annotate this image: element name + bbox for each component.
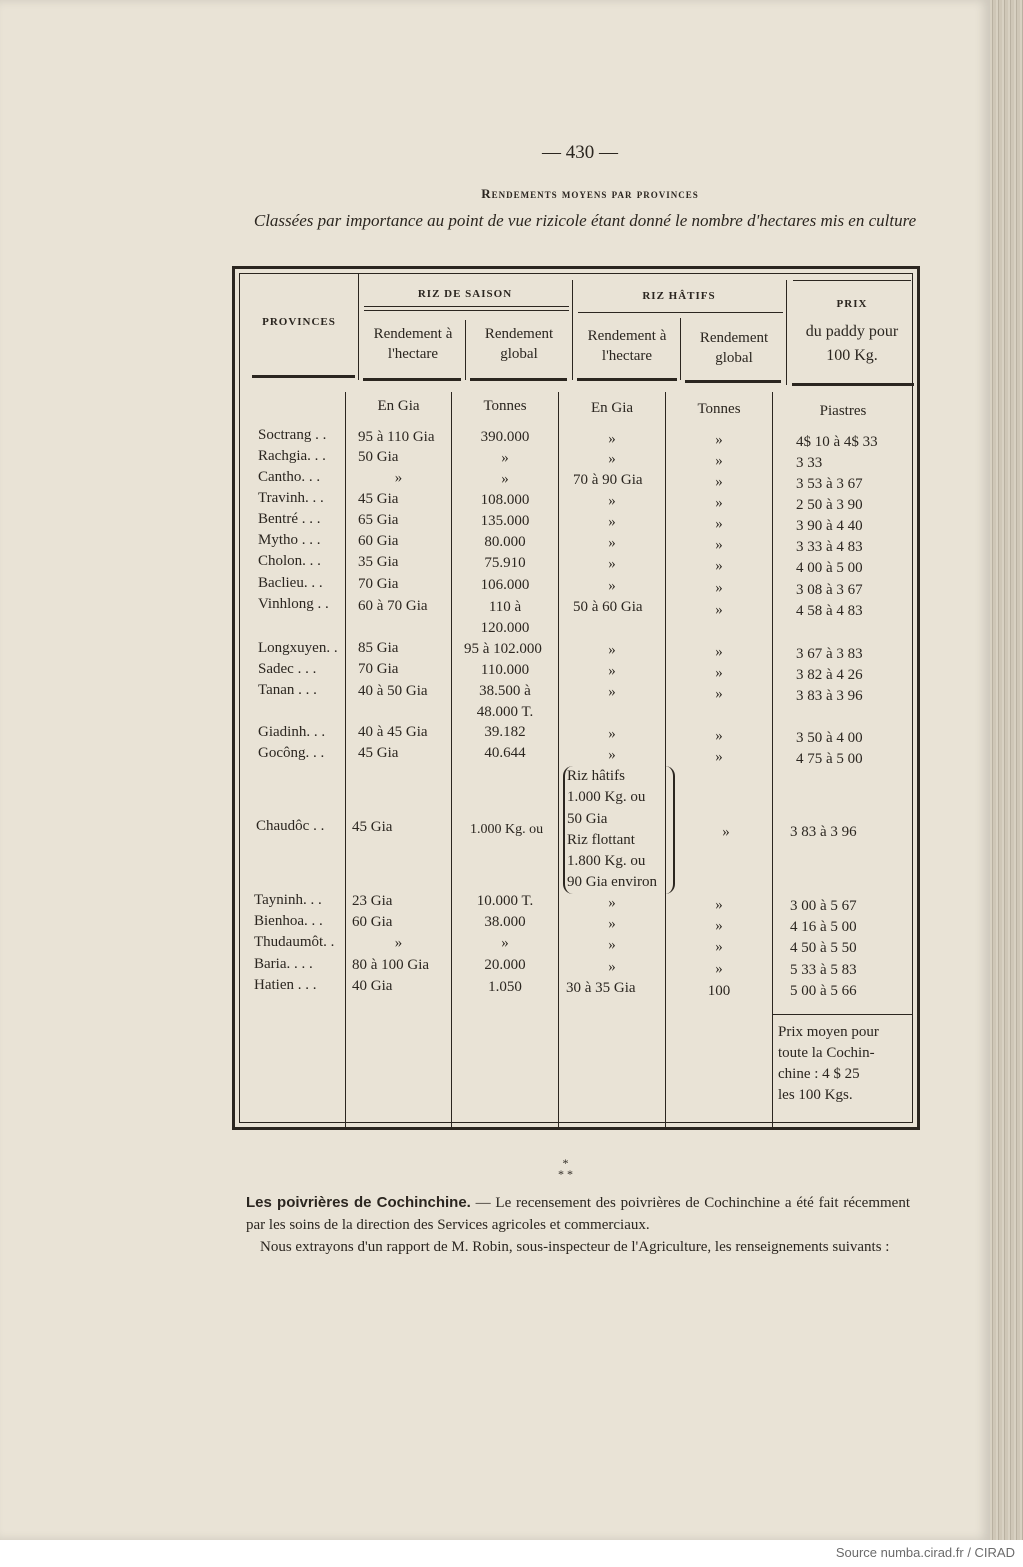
unit-gia: En Gia xyxy=(377,398,420,414)
paragraph-text: — Le recensement des poivrières de Cochinchine a été fait récemment par les soins de la direction des Services agricoles et commerciaux. xyxy=(246,1195,911,1233)
rendement-global-saison: 110.000 xyxy=(480,662,530,678)
rendement-hectare-saison: 60 à 70 Gia xyxy=(358,598,428,614)
prix-paddy: 4 00 à 5 00 xyxy=(796,560,863,576)
prix-paddy: 3 50 à 4 00 xyxy=(796,730,863,746)
rendement-global-saison: » xyxy=(501,471,509,487)
section-lead: Les poivrières de Cochinchine. xyxy=(246,1194,471,1211)
prix-paddy: 3 83 à 3 96 xyxy=(796,688,863,704)
province-name: Sadec . . . xyxy=(258,661,317,677)
prix-paddy: 3 53 à 3 67 xyxy=(796,476,863,492)
rendement-hectare-saison: 65 Gia xyxy=(358,512,399,528)
rendement-hectare-saison: 40 Gia xyxy=(352,978,393,994)
rendement-global-hatifs: » xyxy=(715,516,723,532)
prix-paddy: 4 75 à 5 00 xyxy=(796,751,863,767)
rendement-global-saison: 1.000 Kg. ou xyxy=(470,822,544,837)
rendement-global-saison: 135.000 xyxy=(480,513,530,529)
header-rule xyxy=(252,375,355,378)
rendement-hectare-hatifs: » xyxy=(608,726,616,742)
rendement-global-saison: 110 à xyxy=(488,599,522,615)
prix-paddy: 4 58 à 4 83 xyxy=(796,603,863,619)
province-name: Bentré . . . xyxy=(258,511,321,527)
prix-moyen-line: chine : 4 $ 25 xyxy=(778,1066,860,1082)
rendement-hectare-hatifs: 50 à 60 Gia xyxy=(573,599,643,615)
header-divider xyxy=(572,280,573,380)
page-number: — 430 — xyxy=(542,142,618,163)
rendement-hectare-hatifs: » xyxy=(608,451,616,467)
rendement-hectare-hatifs: » xyxy=(608,895,616,911)
rendement-global-saison-cont: 120.000 xyxy=(480,620,530,636)
rendement-hectare-saison: 70 Gia xyxy=(358,661,399,677)
rendement-global-hatifs: » xyxy=(715,474,723,490)
chaudoc-hatifs-detail xyxy=(567,766,657,894)
rendement-hectare-saison: 35 Gia xyxy=(358,554,399,570)
table-subtitle: Classées par importance au point de vue rizicole étant donné le nombre d'hectares mis en culture xyxy=(253,211,917,230)
table-title: Rendements moyens par provinces xyxy=(481,186,699,201)
rendement-hectare-saison: 23 Gia xyxy=(352,893,393,909)
rendement-global-saison: 40.644 xyxy=(484,745,526,761)
chaudoc-line: 50 Gia xyxy=(567,810,608,827)
province-name: Gocông. . . xyxy=(258,745,325,761)
prix-paddy: 5 33 à 5 83 xyxy=(790,962,857,978)
rendement-hectare-saison: 80 à 100 Gia xyxy=(352,957,430,973)
rendement-global-hatifs: » xyxy=(715,580,723,596)
rendement-global-saison: 80.000 xyxy=(484,534,526,550)
prix-paddy: 5 00 à 5 66 xyxy=(790,983,857,999)
header-rule xyxy=(685,380,781,383)
header-provinces: PROVINCES xyxy=(262,316,336,328)
header-rule xyxy=(792,383,914,386)
rendement-global-hatifs: » xyxy=(715,558,723,574)
province-name: Giadinh. . . xyxy=(258,724,326,740)
rendement-global-saison: 75.910 xyxy=(484,555,526,571)
prix-topline xyxy=(793,280,911,281)
rendement-global-hatifs: » xyxy=(715,749,723,765)
prix-paddy: 3 83 à 3 96 xyxy=(790,824,857,840)
prix-paddy: 3 00 à 5 67 xyxy=(790,898,857,914)
rendement-global-hatifs: » xyxy=(715,918,723,934)
rendement-hectare-saison: 45 Gia xyxy=(358,491,399,507)
header-saison-rendement-hectare: Rendement à l'hectare xyxy=(373,326,453,362)
unit-tonnes: Tonnes xyxy=(483,398,527,414)
header-prix: PRIX xyxy=(836,298,868,310)
header-divider xyxy=(465,320,466,380)
rendement-global-hatifs: » xyxy=(715,537,723,553)
chaudoc-line: Riz hâtifs xyxy=(567,768,625,784)
province-name: Rachgia. . . xyxy=(258,448,326,464)
group-underline xyxy=(364,306,569,307)
header-rule xyxy=(363,378,461,381)
province-name: Baclieu. . . xyxy=(258,575,323,591)
rendement-hectare-saison: 60 Gia xyxy=(358,533,399,549)
prix-moyen-line: Prix moyen pour xyxy=(778,1024,879,1040)
rendement-hectare-hatifs: » xyxy=(608,535,616,551)
province-name: Chaudôc . . xyxy=(256,818,325,834)
rendement-global-saison: 10.000 T. xyxy=(476,893,534,909)
prix-paddy: 4 50 à 5 50 xyxy=(790,940,857,956)
rendement-global-saison: 390.000 xyxy=(480,429,530,445)
rendement-global-hatifs: » xyxy=(715,961,723,977)
rendement-global-hatifs: » xyxy=(715,644,723,660)
header-rule xyxy=(577,378,677,381)
rendement-hectare-saison: » xyxy=(394,470,403,486)
rendement-global-hatifs: » xyxy=(715,939,723,955)
rendement-hectare-hatifs: » xyxy=(608,642,616,658)
rendement-hectare-hatifs: 70 à 90 Gia xyxy=(573,472,643,488)
section-separator xyxy=(558,1158,573,1180)
chaudoc-line: 90 Gia environ xyxy=(567,874,657,891)
group-underline xyxy=(364,310,569,311)
rendement-global-saison: 39.182 xyxy=(484,724,526,740)
chaudoc-line: Riz flottant xyxy=(567,831,635,848)
prix-paddy: 3 33 à 4 83 xyxy=(796,539,863,555)
province-name: Baria. . . . xyxy=(254,956,313,972)
rendement-hectare-saison: 70 Gia xyxy=(358,576,399,592)
prix-paddy: 3 90 à 4 40 xyxy=(796,518,863,534)
header-divider xyxy=(358,273,359,380)
header-divider xyxy=(786,280,787,385)
group-underline xyxy=(578,312,783,313)
rendement-hectare-saison: 40 à 45 Gia xyxy=(358,724,428,740)
unit-tonnes: Tonnes xyxy=(697,401,741,417)
rendement-hectare-hatifs: » xyxy=(608,493,616,509)
prix-moyen-line: les 100 Kgs. xyxy=(778,1087,853,1103)
rendement-hectare-saison: 95 à 110 Gia xyxy=(358,429,435,445)
paragraph: Nous extrayons d'un rapport de M. Robin, sous-inspecteur de l'Agriculture, les renseignements suivants : xyxy=(260,1239,890,1255)
rendement-global-saison: » xyxy=(501,450,509,466)
rendement-hectare-hatifs: » xyxy=(608,556,616,572)
prix-paddy: 4$ 10 à 4$ 33 xyxy=(796,434,878,450)
rendement-hectare-saison: 45 Gia xyxy=(352,819,393,835)
rendement-global-saison-cont: 48.000 T. xyxy=(476,704,534,720)
header-hatifs-rendement-hectare: Rendement à l'hectare xyxy=(587,328,667,364)
separator-star: * xyxy=(562,1156,569,1170)
prix-paddy: 2 50 à 3 90 xyxy=(796,497,863,513)
province-name: Cholon. . . xyxy=(258,553,321,569)
province-name: Vinhlong . . xyxy=(258,596,329,612)
rendement-global-hatifs: » xyxy=(715,453,723,469)
prix-paddy: 3 08 à 3 67 xyxy=(796,582,863,598)
rendement-global-hatifs: » xyxy=(715,495,723,511)
column-divider xyxy=(772,392,773,1127)
rendement-hectare-hatifs: 30 à 35 Gia xyxy=(566,980,636,996)
header-riz-de-saison: RIZ DE SAISON xyxy=(417,288,513,300)
unit-gia: En Gia xyxy=(590,400,634,416)
header-riz-hatifs: RIZ HÂTIFS xyxy=(642,290,716,302)
province-name: Mytho . . . xyxy=(258,532,321,548)
rendement-global-hatifs: » xyxy=(722,824,730,840)
prix-paddy: 3 82 à 4 26 xyxy=(796,667,863,683)
province-name: Hatien . . . xyxy=(254,977,317,993)
province-name: Soctrang . . xyxy=(258,427,327,443)
header-saison-rendement-global: Rendement global xyxy=(484,326,554,362)
column-divider xyxy=(345,392,346,1127)
unit-piastres: Piastres xyxy=(819,403,867,419)
book-page-edges xyxy=(990,0,1023,1540)
prix-moyen-rule xyxy=(773,1014,913,1015)
prix-moyen-line: toute la Cochin- xyxy=(778,1045,875,1061)
prix-paddy: 3 67 à 3 83 xyxy=(796,646,863,662)
header-rule xyxy=(470,378,567,381)
rendement-hectare-saison: 85 Gia xyxy=(358,640,399,656)
province-name: Tayninh. . . xyxy=(254,892,322,908)
province-name: Thudaumôt. . xyxy=(254,934,335,950)
header-divider xyxy=(680,318,681,380)
rendement-global-saison: 38.000 xyxy=(484,914,526,930)
province-name: Travinh. . . xyxy=(258,490,324,506)
rendement-global-saison: » xyxy=(501,935,509,951)
chaudoc-line: 1.000 Kg. ou xyxy=(567,789,646,806)
prix-moyen-note xyxy=(778,1022,908,1106)
rendement-global-hatifs: » xyxy=(715,728,723,744)
header-hatifs-rendement-global: Rendement global xyxy=(699,330,769,366)
rendement-hectare-saison: » xyxy=(394,935,403,951)
prix-paddy: 3 33 xyxy=(796,455,823,471)
rendement-hectare-saison: 50 Gia xyxy=(358,449,399,465)
rendement-hectare-saison: 45 Gia xyxy=(358,745,399,761)
rendement-global-saison: 1.050 xyxy=(488,979,522,995)
rendement-hectare-hatifs: » xyxy=(608,747,616,763)
header-prix-sub: du paddy pour 100 Kg. xyxy=(805,323,899,364)
rendement-hectare-hatifs: » xyxy=(608,916,616,932)
rendement-global-hatifs: 100 xyxy=(707,983,731,999)
rendement-global-hatifs: » xyxy=(715,432,723,448)
rendement-hectare-saison: 60 Gia xyxy=(352,914,393,930)
province-name: Longxuyen. . xyxy=(258,640,338,656)
rendement-global-saison: 38.500 à xyxy=(479,683,531,699)
rendement-hectare-hatifs: » xyxy=(608,578,616,594)
separator-stars: * * xyxy=(558,1167,573,1181)
rendement-hectare-hatifs: » xyxy=(608,959,616,975)
rendement-hectare-hatifs: » xyxy=(608,663,616,679)
rendement-hectare-hatifs: » xyxy=(608,937,616,953)
rendement-global-saison: 106.000 xyxy=(480,577,530,593)
rendement-global-hatifs: » xyxy=(715,665,723,681)
rendement-global-saison: 20.000 xyxy=(484,957,526,973)
source-credit: Source numba.cirad.fr / CIRAD xyxy=(835,1545,1015,1560)
rendement-global-hatifs: » xyxy=(715,897,723,913)
chaudoc-line: 1.800 Kg. ou xyxy=(567,853,646,870)
province-name: Tanan . . . xyxy=(258,682,317,698)
rendement-global-hatifs: » xyxy=(715,686,723,702)
rendement-hectare-hatifs: » xyxy=(608,684,616,700)
province-name: Bienhoa. . . xyxy=(254,913,323,929)
province-name: Cantho. . . xyxy=(258,469,321,485)
rendement-global-saison: 108.000 xyxy=(480,492,530,508)
rendement-global-hatifs: » xyxy=(715,602,723,618)
article-text xyxy=(246,1192,910,1258)
rendement-hectare-hatifs: » xyxy=(608,514,616,530)
rendement-hectare-hatifs: » xyxy=(608,431,616,447)
prix-paddy: 4 16 à 5 00 xyxy=(790,919,857,935)
rendement-hectare-saison: 40 à 50 Gia xyxy=(358,683,428,699)
paragraph xyxy=(246,1192,910,1236)
rendement-global-saison: 95 à 102.000 xyxy=(464,641,542,657)
